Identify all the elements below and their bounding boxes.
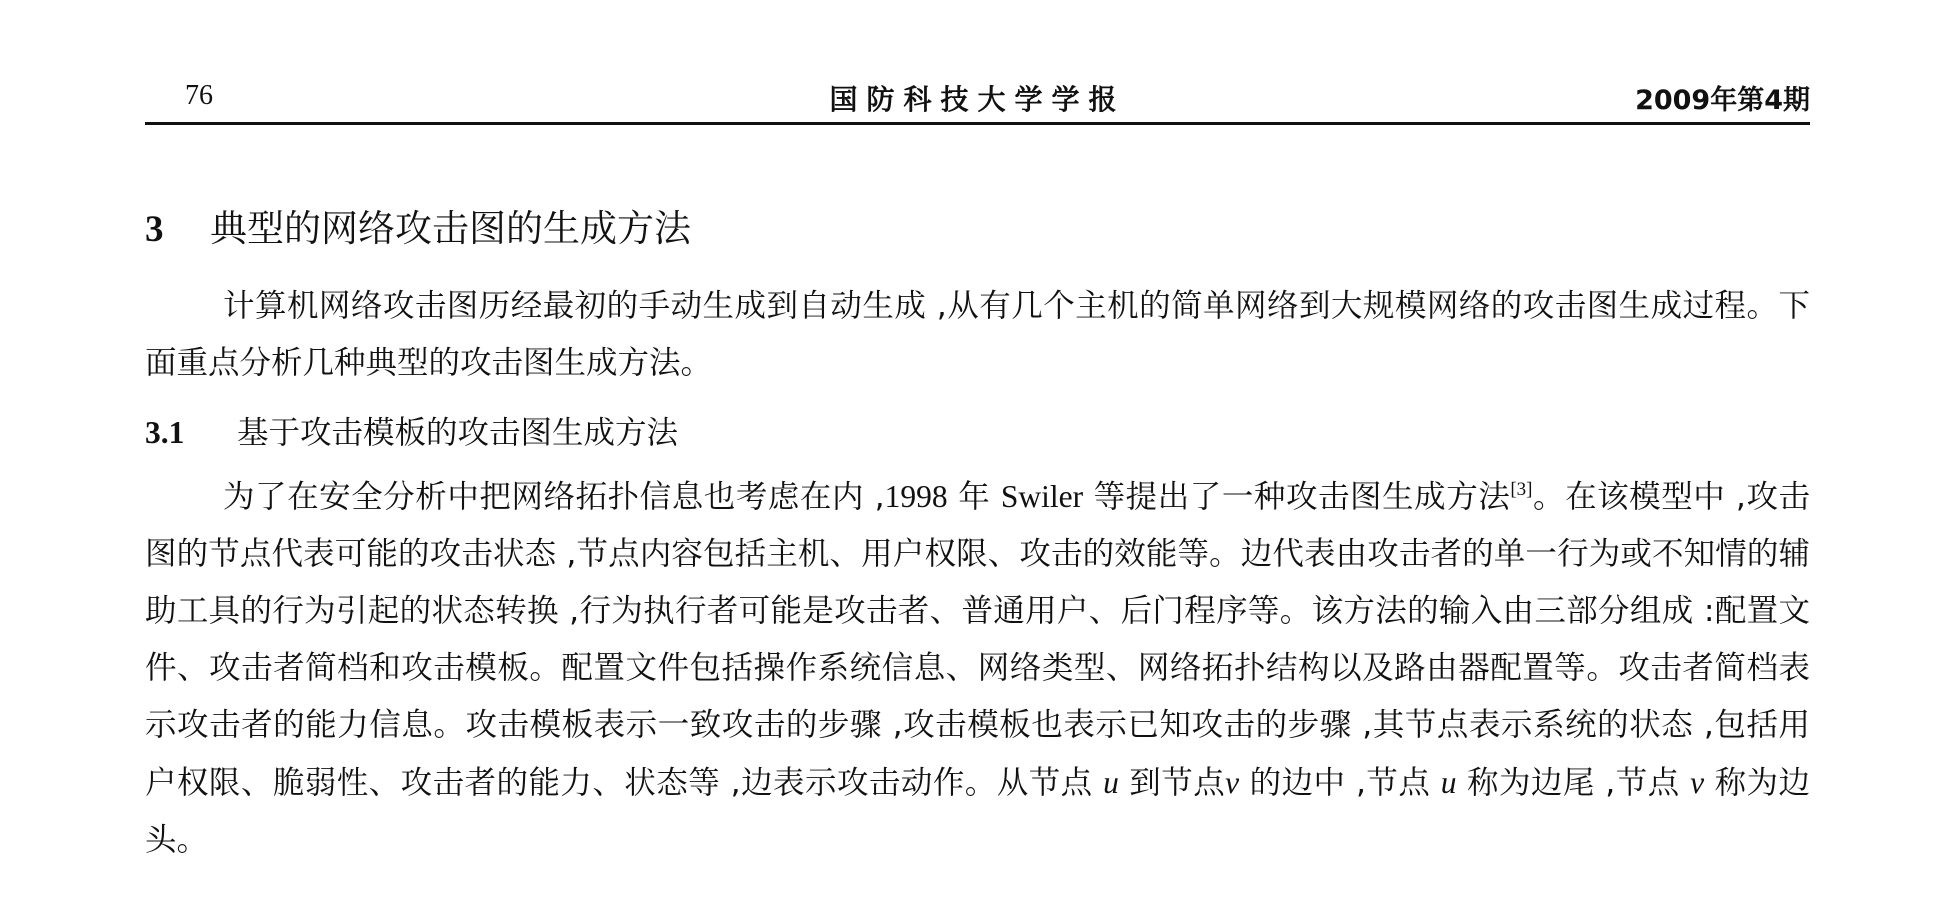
- text-segment: 年: [947, 479, 1001, 515]
- journal-title: 国防科技大学学报: [829, 83, 1126, 116]
- section-number: 3: [145, 209, 164, 250]
- text-segment: 称为边头。: [145, 765, 1811, 858]
- paragraph-attack-template: [145, 468, 1810, 869]
- variable-u: u: [1440, 765, 1457, 800]
- subsection-title: 基于攻击模板的攻击图生成方法: [237, 415, 679, 451]
- journal-page: [145, 0, 1810, 900]
- text-segment: 等提出了一种攻击图生成方法: [1083, 479, 1511, 515]
- year-text: 1998: [884, 479, 948, 514]
- section-title: 典型的网络攻击图的生成方法: [210, 207, 691, 250]
- text-segment: 称为边尾 ,节点: [1456, 765, 1691, 801]
- journal-issue: 2009年第4期: [1635, 85, 1810, 116]
- subsection-number: 3.1: [145, 415, 185, 450]
- variable-v: v: [1225, 765, 1240, 800]
- author-name: Swiler: [1000, 479, 1084, 514]
- text-segment: 的边中 ,节点: [1239, 765, 1441, 801]
- citation-reference: [3]: [1510, 479, 1533, 500]
- running-header: [145, 72, 1810, 125]
- section-heading: [145, 198, 691, 252]
- text-segment: 。在该模型中 ,攻击图的节点代表可能的攻击状态 ,节点内容包括主机、用户权限、攻击的效能等。边代表由攻击者的单一行为或不知情的辅助工具的行为引起的状态转换 ,行为执行者可能是攻击者、普通用户、后门程序等。该方法的输入由三部分组成 :配置文件、攻击者简档和攻击模板。配置文件包括操作系统信息、网络类型、网络拓扑结构以及路由器配置等。攻击者简档表示攻击者的能力信息。攻击模板表示一致攻击的步骤 ,攻击模板也表示已知攻击的步骤 ,其节点表示系统的状态 ,包括用户权限、脆弱性、攻击者的能力、状态等 ,边表示攻击动作。从节点: [145, 479, 1811, 801]
- text-segment: 到节点: [1118, 765, 1226, 801]
- page-number: 76: [185, 80, 213, 111]
- text-segment: 为了在安全分析中把网络拓扑信息也考虑在内 ,: [223, 479, 885, 515]
- paragraph-intro: 计算机网络攻击图历经最初的手动生成到自动生成 ,从有几个主机的简单网络到大规模网络的攻击图生成过程。下面重点分析几种典型的攻击图生成方法。: [145, 288, 1810, 381]
- variable-u: u: [1103, 765, 1119, 800]
- subsection-heading: [145, 408, 678, 453]
- variable-v: v: [1690, 765, 1705, 800]
